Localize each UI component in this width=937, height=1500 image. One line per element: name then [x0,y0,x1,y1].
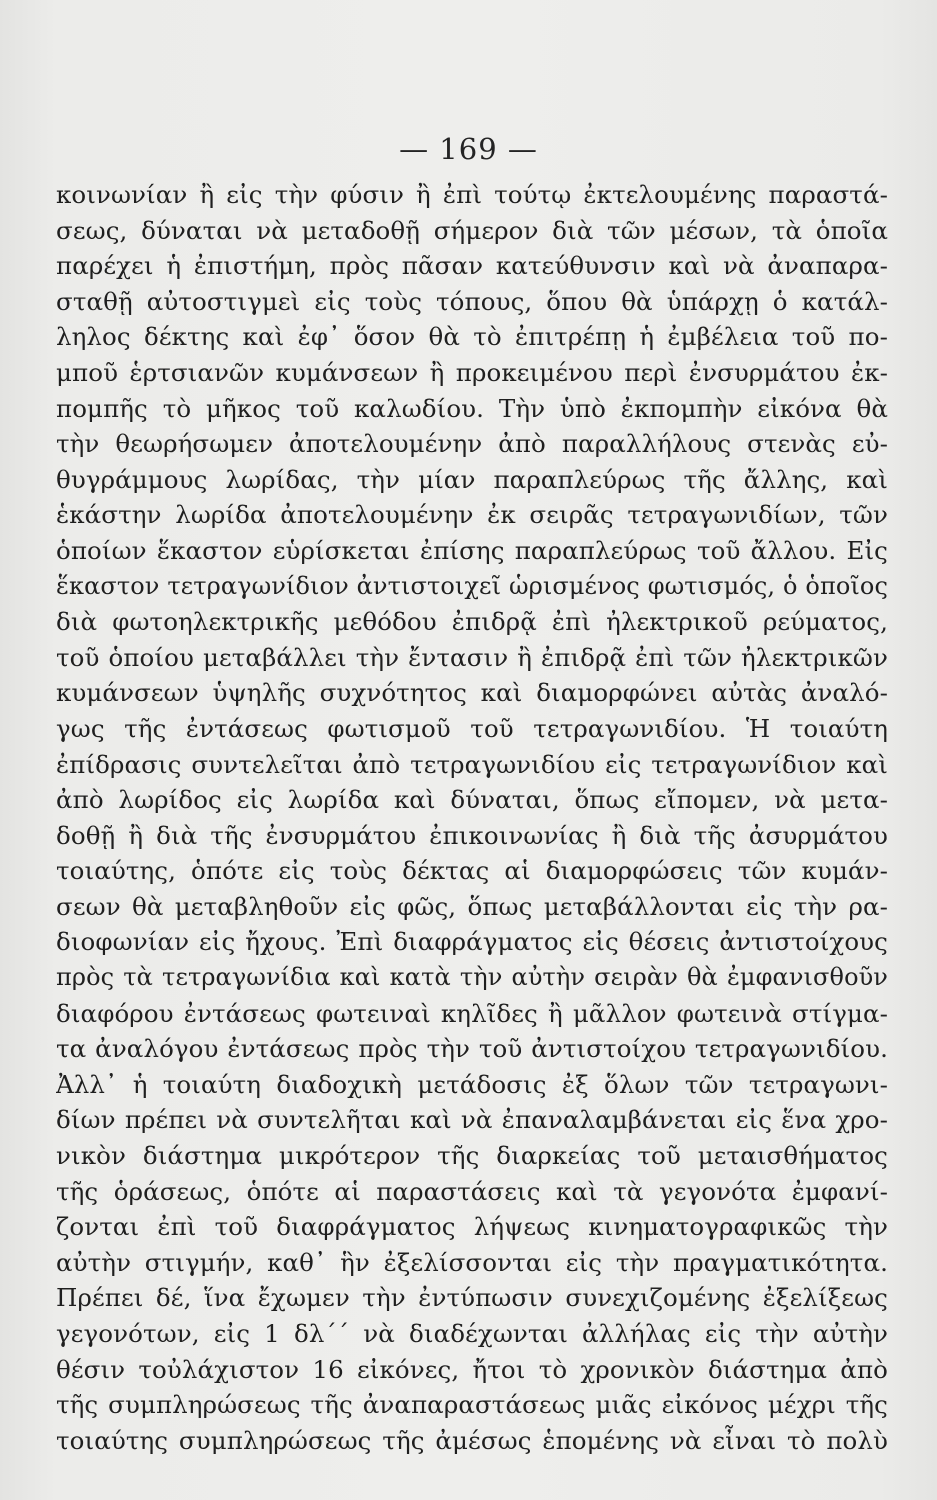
text-line: νικὸν διάστημα μικρότερον τῆς διαρκείας τοῦ μεταισθήματος [56,1141,888,1171]
text-line: τῆς ὁράσεως, ὁπότε αἱ παραστάσεις καὶ τὰ γεγονότα ἐμφανί- [56,1176,888,1206]
text-line: Πρέπει δέ, ἵνα ἔχωμεν τὴν ἐντύπωσιν συνεχιζομένης ἐξελίξεως [56,1283,888,1313]
text-line: θυγράμμους λωρίδας, τὴν μίαν παραπλεύρως τῆς ἄλλης, καὶ [56,464,888,494]
text-line: τοιαύτης συμπληρώσεως τῆς ἀμέσως ἑπομένης νὰ εἶναι τὸ πολὺ [56,1425,888,1455]
text-line: τα ἀναλόγου ἐντάσεως πρὸς τὴν τοῦ ἀντιστοίχου τετραγωνιδίου. [56,1034,888,1064]
text-line: θέσιν τοὐλάχιστον 16 εἰκόνες, ἤτοι τὸ χρονικὸν διάστημα ἀπὸ [56,1354,888,1384]
page-number: — 169 — [399,132,538,166]
text-line: ἕκαστον τετραγωνίδιον ἀντιστοιχεῖ ὡρισμένος φωτισμός, ὁ ὁποῖος [56,571,888,600]
text-line: δοθῇ ἢ διὰ τῆς ἐνσυρμάτου ἐπικοινωνίας ἢ διὰ τῆς ἀσυρμάτου [56,820,888,850]
text-line: Ἀλλ᾽ ἡ τοιαύτη διαδοχικὴ μετάδοσις ἐξ ὅλων τῶν τετραγωνι- [56,1069,888,1099]
text-line: ἀπὸ λωρίδος εἰς λωρίδα καὶ δύναται, ὅπως εἴπομεν, νὰ μετα- [56,785,888,815]
text-line: διὰ φωτοηλεκτρικῆς μεθόδου ἐπιδρᾷ ἐπὶ ἠλεκτρικοῦ ρεύματος, [56,607,888,637]
text-line: ἐπίδρασις συντελεῖται ἀπὸ τετραγωνιδίου εἰς τετραγωνίδιον καὶ [56,749,888,779]
text-line: σεως, δύναται νὰ μεταδοθῇ σήμερον διὰ τῶν μέσων, τὰ ὁποῖα [56,215,888,245]
text-line: σεων θὰ μεταβληθοῦν εἰς φῶς, ὅπως μεταβάλλονται εἰς τὴν ρα- [56,891,888,921]
text-line: ζονται ἐπὶ τοῦ διαφράγματος λήψεως κινηματογραφικῶς τὴν [56,1212,888,1242]
text-line: ληλος δέκτης καὶ ἐφ᾽ ὅσον θὰ τὸ ἐπιτρέπῃ ἡ ἐμβέλεια τοῦ πο- [56,322,888,352]
text-line: γεγονότων, εἰς 1 δλ΄΄ νὰ διαδέχωνται ἀλλήλας εἰς τὴν αὐτὴν [56,1319,888,1348]
text-line: κυμάνσεων ὑψηλῆς συχνότητος καὶ διαμορφώνει αὐτὰς ἀναλό- [56,678,888,708]
text-line: διαφόρου ἐντάσεως φωτειναὶ κηλῖδες ἢ μᾶλλον φωτεινὰ στίγμα- [56,998,888,1028]
body-text [56,177,888,1458]
text-line: τοιαύτης, ὁπότε εἰς τοὺς δέκτας αἱ διαμορφώσεις τῶν κυμάν- [56,856,888,886]
text-line: αὐτὴν στιγμήν, καθ᾽ ἣν ἐξελίσσονται εἰς τὴν πραγματικότητα. [56,1247,888,1277]
text-line: παρέχει ἡ ἐπιστήμη, πρὸς πᾶσαν κατεύθυνσιν καὶ νὰ ἀναπαρα- [56,251,888,281]
text-line: σταθῇ αὐτοστιγμεὶ εἰς τοὺς τόπους, ὅπου θὰ ὑπάρχῃ ὁ κατάλ- [56,286,888,316]
text-line: γως τῆς ἐντάσεως φωτισμοῦ τοῦ τετραγωνιδίου. Ἡ τοιαύτη [56,713,888,743]
text-line: τῆς συμπληρώσεως τῆς ἀναπαραστάσεως μιᾶς εἰκόνος μέχρι τῆς [56,1390,888,1420]
text-line: διοφωνίαν εἰς ἤχους. Ἐπὶ διαφράγματος εἰς θέσεις ἀντιστοίχους [56,927,888,957]
text-line: πρὸς τὰ τετραγωνίδια καὶ κατὰ τὴν αὐτὴν σειρὰν θὰ ἐμφανισθοῦν [56,963,888,992]
text-line: δίων πρέπει νὰ συντελῆται καὶ νὰ ἐπαναλαμβάνεται εἰς ἕνα χρο- [56,1105,888,1135]
text-line: ὁποίων ἕκαστον εὑρίσκεται ἐπίσης παραπλεύρως τοῦ ἄλλου. Εἰς [56,535,888,565]
text-line: κοινωνίαν ἢ εἰς τὴν φύσιν ἢ ἐπὶ τούτῳ ἐκτελουμένης παραστά- [56,180,888,209]
text-line: τοῦ ὁποίου μεταβάλλει τὴν ἔντασιν ἢ ἐπιδρᾷ ἐπὶ τῶν ἠλεκτρικῶν [56,642,888,672]
text-line: ἑκάστην λωρίδα ἀποτελουμένην ἐκ σειρᾶς τετραγωνιδίων, τῶν [56,500,888,530]
text-line: μποῦ ἑρτσιανῶν κυμάνσεων ἢ προκειμένου περὶ ἐνσυρμάτου ἐκ- [56,357,888,387]
text-line: πομπῆς τὸ μῆκος τοῦ καλωδίου. Τὴν ὑπὸ ἐκπομπὴν εἰκόνα θὰ [56,393,888,423]
text-line: τὴν θεωρήσωμεν ἀποτελουμένην ἀπὸ παραλλήλους στενὰς εὐ- [56,429,888,459]
